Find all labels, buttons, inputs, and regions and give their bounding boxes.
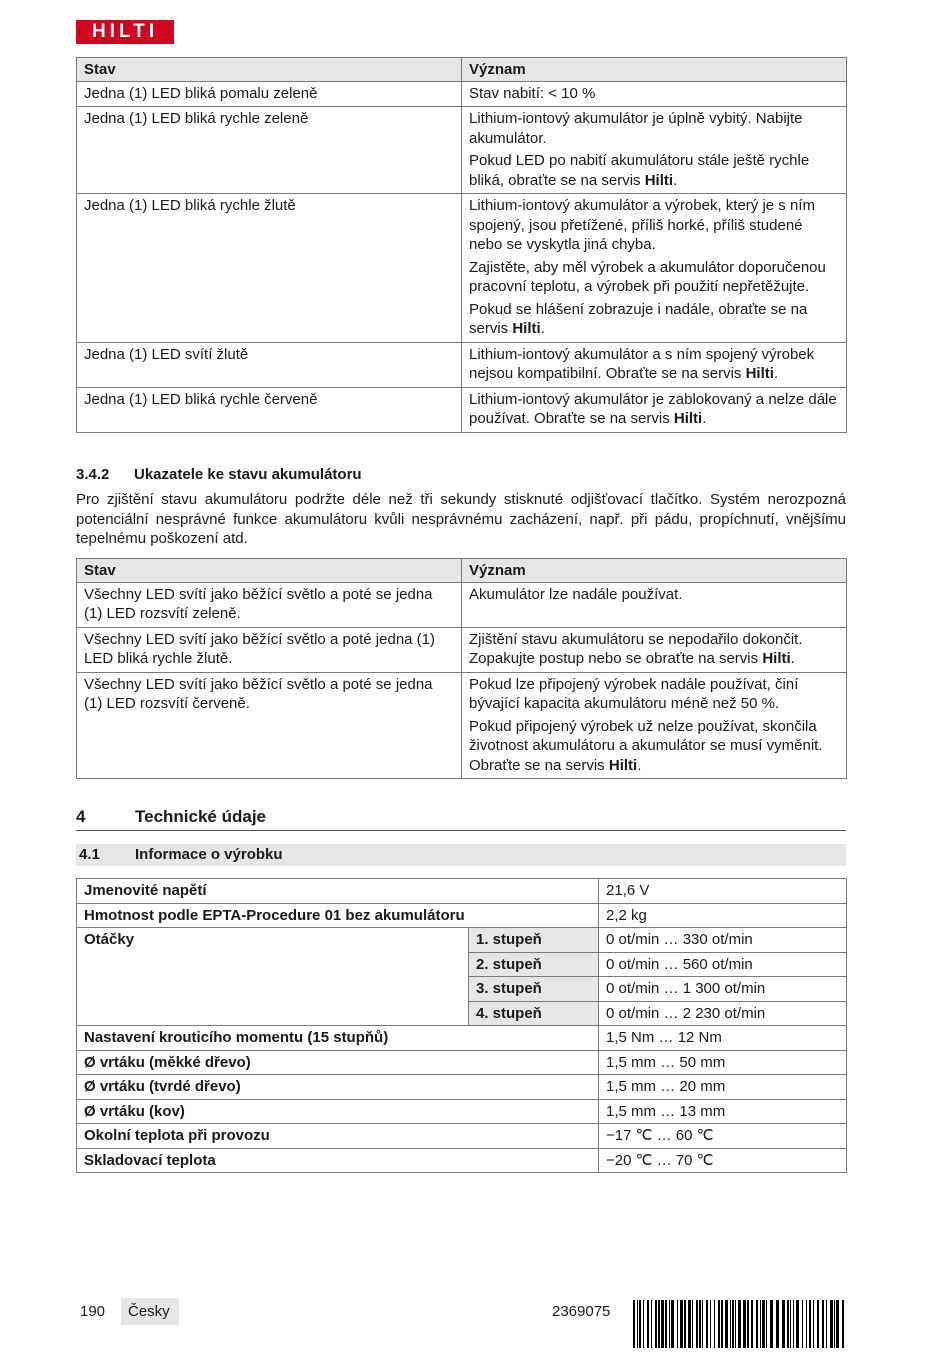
state-cell: Jedna (1) LED bliká rychle červeně	[77, 387, 462, 432]
table-header-row	[77, 58, 847, 82]
state-cell: Všechny LED svítí jako běžící světlo a poté jedna (1) LED bliká rychle žlutě.	[77, 627, 462, 672]
spec-label: Hmotnost podle EPTA-Procedure 01 bez akumulátoru	[77, 903, 599, 928]
table-row	[77, 342, 847, 387]
section-title: Informace o výrobku	[135, 846, 283, 863]
spec-row	[77, 879, 847, 904]
section-title: Ukazatele ke stavu akumulátoru	[134, 466, 362, 483]
state-cell: Jedna (1) LED bliká pomalu zeleně	[77, 81, 462, 107]
gear-label: 1. stupeň	[469, 928, 599, 953]
spec-value: 2,2 kg	[599, 903, 847, 928]
spec-row	[77, 903, 847, 928]
section-paragraph: Pro zjištění stavu akumulátoru podržte déle než tři sekundy stisknuté odjišťovací tlačítko. Systém nerozpozná potenciální nesprávné funkce akumulátoru kvůli nesprávnému zacházení, např. při pádu, propíchnutí, vnějšímu tepelnému poškození atd.	[76, 491, 846, 547]
meaning-cell: Lithium-iontový akumulátor a výrobek, který je s ním spojený, jsou přetížené, příliš horké, příliš studené nebo se vyskytla jiná chyba. Zajistěte, aby měl výrobek a akumulátor doporučenou pracovní teplotu, a výrobek při použití nepřetěžujte. Pokud se hlášení zobrazuje i nadále, obraťte se na servis Hilti.	[462, 194, 847, 343]
spec-value: −17 ℃ … 60 ℃	[599, 1124, 847, 1149]
section-number: 3.4.2	[76, 466, 110, 483]
section-heading-4-1	[76, 844, 846, 866]
gear-label: 3. stupeň	[469, 977, 599, 1002]
spec-value: 0 ot/min … 1 300 ot/min	[599, 977, 847, 1002]
meaning-cell: Lithium-iontový akumulátor je úplně vybitý. Nabijte akumulátor. Pokud LED po nabití akumulátoru stále ještě rychle bliká, obraťte se na servis Hilti.	[462, 107, 847, 194]
table-row	[77, 194, 847, 343]
logo-text: HILTI	[91, 21, 159, 42]
spec-row	[77, 1148, 847, 1173]
table-row	[77, 672, 847, 779]
spec-value: 0 ot/min … 560 ot/min	[599, 952, 847, 977]
state-cell: Jedna (1) LED bliká rychle zeleně	[77, 107, 462, 194]
state-cell: Všechny LED svítí jako běžící světlo a poté se jedna (1) LED rozsvítí zeleně.	[77, 582, 462, 627]
table-row	[77, 107, 847, 194]
barcode	[633, 1300, 846, 1348]
spec-label: Okolní teplota při provozu	[77, 1124, 599, 1149]
spec-value: 1,5 mm … 20 mm	[599, 1075, 847, 1100]
language-label: Česky	[121, 1298, 179, 1325]
spec-value: 0 ot/min … 2 230 ot/min	[599, 1001, 847, 1026]
header-stav: Stav	[77, 559, 462, 583]
gear-label: 4. stupeň	[469, 1001, 599, 1026]
table-row	[77, 387, 847, 432]
hilti-logo	[76, 20, 174, 44]
chapter-heading-4	[76, 805, 846, 831]
spec-row	[77, 1050, 847, 1075]
spec-row	[77, 1124, 847, 1149]
state-cell: Všechny LED svítí jako běžící světlo a poté se jedna (1) LED rozsvítí červeně.	[77, 672, 462, 779]
meaning-cell: Lithium-iontový akumulátor a s ním spojený výrobek nejsou kompatibilní. Obraťte se na servis Hilti.	[462, 342, 847, 387]
header-vyznam: Význam	[462, 58, 847, 82]
spec-label: Ø vrtáku (měkké dřevo)	[77, 1050, 599, 1075]
spec-row	[77, 1075, 847, 1100]
spec-value: 1,5 mm … 13 mm	[599, 1099, 847, 1124]
document-number: 2369075	[552, 1303, 611, 1320]
table-header-row	[77, 559, 847, 583]
section-heading-3-4-2	[76, 465, 362, 485]
spec-row	[77, 1026, 847, 1051]
meaning-cell: Pokud lze připojený výrobek nadále používat, činí bývající kapacita akumulátoru méně než 50 %. Pokud připojený výrobek už nelze používat, skončila životnost akumulátoru a akumulátor se musí vyměnit. Obraťte se na servis Hilti.	[462, 672, 847, 779]
specs-table	[76, 878, 847, 1173]
meaning-cell: Lithium-iontový akumulátor je zablokovaný a nelze dále používat. Obraťte se na servis Hilti.	[462, 387, 847, 432]
table-row	[77, 582, 847, 627]
spec-value: −20 ℃ … 70 ℃	[599, 1148, 847, 1173]
meaning-cell: Zjištění stavu akumulátoru se nepodařilo dokončit. Zopakujte postup nebo se obraťte na servis Hilti.	[462, 627, 847, 672]
spec-label: Skladovací teplota	[77, 1148, 599, 1173]
page-number: 190	[80, 1303, 106, 1320]
chapter-title: Technické údaje	[135, 807, 267, 826]
header-stav: Stav	[77, 58, 462, 82]
battery-status-table	[76, 558, 847, 779]
led-status-table	[76, 57, 847, 433]
table-row	[77, 81, 847, 107]
spec-row	[77, 1099, 847, 1124]
gear-label: 2. stupeň	[469, 952, 599, 977]
spec-label: Ø vrtáku (tvrdé dřevo)	[77, 1075, 599, 1100]
state-cell: Jedna (1) LED bliká rychle žlutě	[77, 194, 462, 343]
spec-row	[77, 928, 847, 953]
meaning-cell: Akumulátor lze nadále používat.	[462, 582, 847, 627]
spec-value: 0 ot/min … 330 ot/min	[599, 928, 847, 953]
spec-label: Otáčky	[77, 928, 469, 1026]
state-cell: Jedna (1) LED svítí žlutě	[77, 342, 462, 387]
section-number: 4.1	[79, 846, 100, 863]
spec-value: 1,5 Nm … 12 Nm	[599, 1026, 847, 1051]
header-vyznam: Význam	[462, 559, 847, 583]
meaning-cell: Stav nabití: < 10 %	[462, 81, 847, 107]
spec-value: 21,6 V	[599, 879, 847, 904]
table-row	[77, 627, 847, 672]
spec-label: Jmenovité napětí	[77, 879, 599, 904]
chapter-number: 4	[76, 807, 86, 826]
spec-label: Nastavení krouticího momentu (15 stupňů)	[77, 1026, 599, 1051]
spec-value: 1,5 mm … 50 mm	[599, 1050, 847, 1075]
spec-label: Ø vrtáku (kov)	[77, 1099, 599, 1124]
